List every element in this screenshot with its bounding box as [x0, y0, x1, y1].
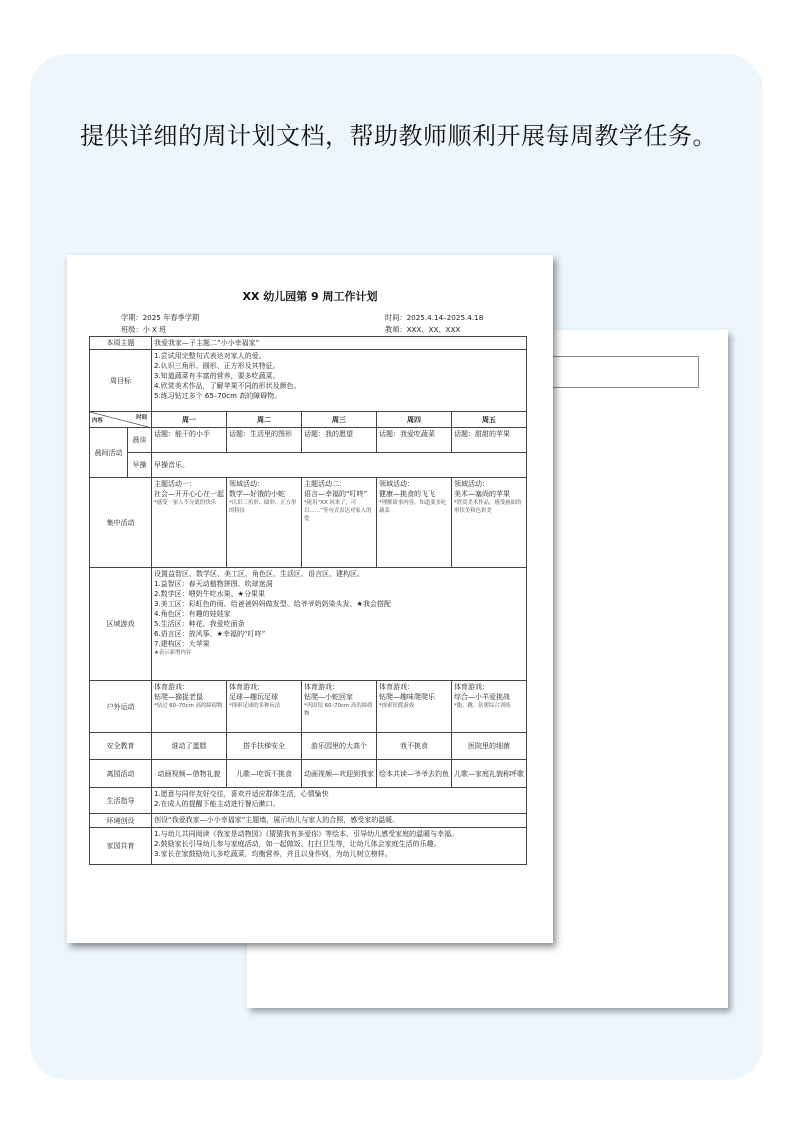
activity-note: *欣赏美术作品，感受画面的形状美和色彩美: [454, 500, 522, 514]
class-info: 班级：小 X 班: [121, 325, 167, 334]
morning-talk-fri: 话题：甜甜的苹果: [452, 428, 527, 453]
weekly-plan-document: [67, 255, 553, 943]
area-item: 2.数学区：喂奶牛吃水果、★分果果: [154, 590, 265, 598]
group-activity-label: 集中活动: [90, 478, 152, 568]
day-header-thu: 周四: [377, 412, 452, 428]
outdoor-note: *巩固钻 60–70cm 高的障碍物: [304, 703, 373, 717]
goals-label: 周目标: [90, 350, 152, 412]
new-content-note: ★表示新增内容: [154, 650, 192, 656]
theme-row: [90, 337, 527, 350]
outdoor-name: 钻爬—小蛇回家: [304, 693, 353, 701]
activity-name: 健康—挑食的飞飞: [379, 490, 435, 498]
outdoor-name: 钻爬—猫捉老鼠: [154, 693, 203, 701]
life-guidance-list: [152, 788, 527, 814]
safety-fri: 医院里的细菌: [452, 733, 527, 760]
activity-type: 领域活动：: [229, 480, 264, 488]
leaving-mon: 动画视频—借物礼貌: [152, 760, 227, 788]
outdoor-fri: [452, 681, 527, 733]
weekly-plan-table: [89, 336, 527, 865]
outdoor-type: 体育游戏：: [379, 683, 414, 691]
goal-item: 5.练习钻过多个 65–70cm 高的障碍物。: [154, 392, 282, 400]
activity-type: 主题活动一：: [154, 480, 196, 488]
safety-mon: 谁动了蛋糕: [152, 733, 227, 760]
morning-talk-wed: 话题：我的愿望: [302, 428, 377, 453]
home-school-label: 家园共育: [90, 828, 152, 865]
outdoor-tue: [227, 681, 302, 733]
area-game-list: [152, 568, 527, 681]
life-item: 2.在成人的提醒下能主动进行餐后漱口。: [154, 800, 280, 808]
safety-thu: 我不挑食: [377, 733, 452, 760]
outdoor-note: *钻过 60–70cm 高的障碍物: [154, 703, 223, 709]
life-guidance-row: [90, 788, 527, 814]
corner-time-label: 时间: [136, 415, 147, 421]
day-header-fri: 周五: [452, 412, 527, 428]
activity-name: 社会—开开心心在一起: [154, 490, 224, 498]
activity-note: *感受一家人不分离的快乐: [154, 500, 216, 506]
area-game-label: 区域游戏: [90, 568, 152, 681]
outdoor-note: *跑、跳、钻爬综合训练: [454, 703, 511, 709]
day-header-mon: 周一: [152, 412, 227, 428]
group-activity-mon: [152, 478, 227, 568]
outdoor-type: 体育游戏：: [304, 683, 339, 691]
outdoor-name: 钻爬—趣味爬爬乐: [379, 693, 435, 701]
environment-label: 环境创设: [90, 814, 152, 828]
morning-talk-row: [90, 428, 527, 453]
goals-list: [152, 350, 527, 412]
life-item: 1.愿意与同伴友好交往，喜欢并适应群体生活，心情愉快: [154, 790, 329, 798]
document-title: XX 幼儿园第 9 周工作计划: [242, 290, 378, 303]
outdoor-row: [90, 681, 527, 733]
outdoor-wed: [302, 681, 377, 733]
goal-item: 2.认识三角形、圆形、正方形及其特征。: [154, 362, 280, 370]
leaving-wed: 动画视频—欢迎到我家: [302, 760, 377, 788]
area-game-row: [90, 568, 527, 681]
outdoor-type: 体育游戏：: [229, 683, 264, 691]
leaving-row: [90, 760, 527, 788]
teacher-info: 教师：XXX、XX、XXX: [385, 325, 461, 334]
activity-note: *理解故事内容，知道要多吃蔬菜: [379, 500, 447, 514]
page-headline: 提供详细的周计划文档，帮助教师顺利开展每周教学任务。: [80, 122, 717, 150]
activity-type: 主题活动二：: [304, 480, 346, 488]
date-range-info: 时间：2025.4.14–2025.4.18: [385, 313, 484, 322]
exercise-value: 早操音乐。: [152, 453, 527, 478]
goal-item: 1.尝试用完整句式表达对家人的爱。: [154, 352, 266, 360]
area-item: 1.益智区：春天动植物拼图、吹球迷洞: [154, 580, 273, 588]
activity-name: 数学—好饿的小蛇: [229, 490, 285, 498]
theme-value: 我爱我家—子主题二“小小幸福家”: [152, 337, 527, 350]
corner-content-label: 内容: [92, 418, 103, 424]
activity-name: 语言—幸福的“叮咚”: [304, 490, 368, 498]
morning-activity-label: 晨间活动: [90, 428, 128, 478]
group-activity-tue: [227, 478, 302, 568]
home-school-list: [152, 828, 527, 865]
outdoor-mon: [152, 681, 227, 733]
leaving-thu: 绘本共读—爷爷去钓鱼: [377, 760, 452, 788]
area-item: 6.语言区：放风筝、★幸福的“叮咚”: [154, 630, 266, 638]
morning-talk-label: 晨谈: [128, 428, 152, 453]
life-guidance-label: 生活指导: [90, 788, 152, 814]
outdoor-note: *探索足球的多种玩法: [229, 703, 281, 709]
theme-label: 本周主题: [90, 337, 152, 350]
leaving-fri: 儿歌—家庭礼貌称呼歌: [452, 760, 527, 788]
environment-value: 创设“我爱我家—小小幸福家”主题墙，展示幼儿与家人的合照，感受家的温暖。: [152, 814, 527, 828]
outdoor-note: *探索钻爬游戏: [379, 703, 415, 709]
activity-type: 领域活动：: [379, 480, 414, 488]
day-header-tue: 周二: [227, 412, 302, 428]
group-activity-fri: [452, 478, 527, 568]
home-school-row: [90, 828, 527, 865]
home-item: 2.鼓励家长引导幼儿参与家庭活动，如一起做饭、打扫卫生等，让幼儿体会家庭生活的乐趣。: [154, 840, 441, 848]
home-item: 3.家长在家鼓励幼儿多吃蔬菜，均衡营养，并且以身作则，为幼儿树立榜样。: [154, 850, 392, 858]
day-header-wed: 周三: [302, 412, 377, 428]
goal-item: 4.欣赏美术作品，了解苹果不同的形状及颜色。: [154, 382, 301, 390]
leaving-label: 离园活动: [90, 760, 152, 788]
activity-note: *能用“XX 回来了，可以……”等句式表达对家人的爱: [304, 500, 372, 522]
home-item: 1.与幼儿共同阅读《我家是动物园》《猜猜我有多爱你》等绘本，引导幼儿感受家庭的温暖与幸福。: [154, 830, 459, 838]
area-item: 4.角色区：有趣的娃娃家: [154, 610, 231, 618]
outdoor-name: 综合—小羊爱挑战: [454, 693, 510, 701]
semester-info: 学期：2025 年春季学期: [121, 313, 200, 322]
safety-label: 安全教育: [90, 733, 152, 760]
outdoor-thu: [377, 681, 452, 733]
morning-talk-mon: 话题：能干的小手: [152, 428, 227, 453]
outdoor-label: 户外运动: [90, 681, 152, 733]
exercise-label: 早操: [128, 453, 152, 478]
outdoor-type: 体育游戏：: [454, 683, 489, 691]
exercise-row: [90, 453, 527, 478]
area-item: 3.美工区：彩虹色的雨、给爸爸妈妈做发型、给爷爷奶奶染头发、★我会搭配: [154, 600, 391, 608]
area-item: 设置益智区、数学区、美工区、角色区、生活区、语言区、建构区。: [154, 570, 364, 578]
activity-type: 领域活动：: [454, 480, 489, 488]
area-item: 5.生活区：种花、我爱吃面条: [154, 620, 245, 628]
leaving-tue: 儿歌—吃饭不挑食: [227, 760, 302, 788]
group-activity-row: [90, 478, 527, 568]
area-item: 7.建构区：大苹果: [154, 640, 210, 648]
safety-row: [90, 733, 527, 760]
environment-row: [90, 814, 527, 828]
corner-header-cell: [90, 412, 152, 428]
group-activity-wed: [302, 478, 377, 568]
morning-talk-tue: 话题：生活里的图形: [227, 428, 302, 453]
activity-note: *认识三角形、圆形、正方形的特征: [229, 500, 297, 514]
group-activity-thu: [377, 478, 452, 568]
safety-wed: 游乐园里的大高个: [302, 733, 377, 760]
morning-talk-thu: 话题：我爱吃蔬菜: [377, 428, 452, 453]
safety-tue: 搭手扶梯安全: [227, 733, 302, 760]
activity-name: 美术—塞尚的苹果: [454, 490, 510, 498]
goals-row: [90, 350, 527, 412]
goal-item: 3.知道蔬菜有丰富的营养，要多吃蔬菜。: [154, 372, 280, 380]
outdoor-type: 体育游戏：: [154, 683, 189, 691]
day-header-row: [90, 412, 527, 428]
outdoor-name: 足球—趣玩足球: [229, 693, 278, 701]
